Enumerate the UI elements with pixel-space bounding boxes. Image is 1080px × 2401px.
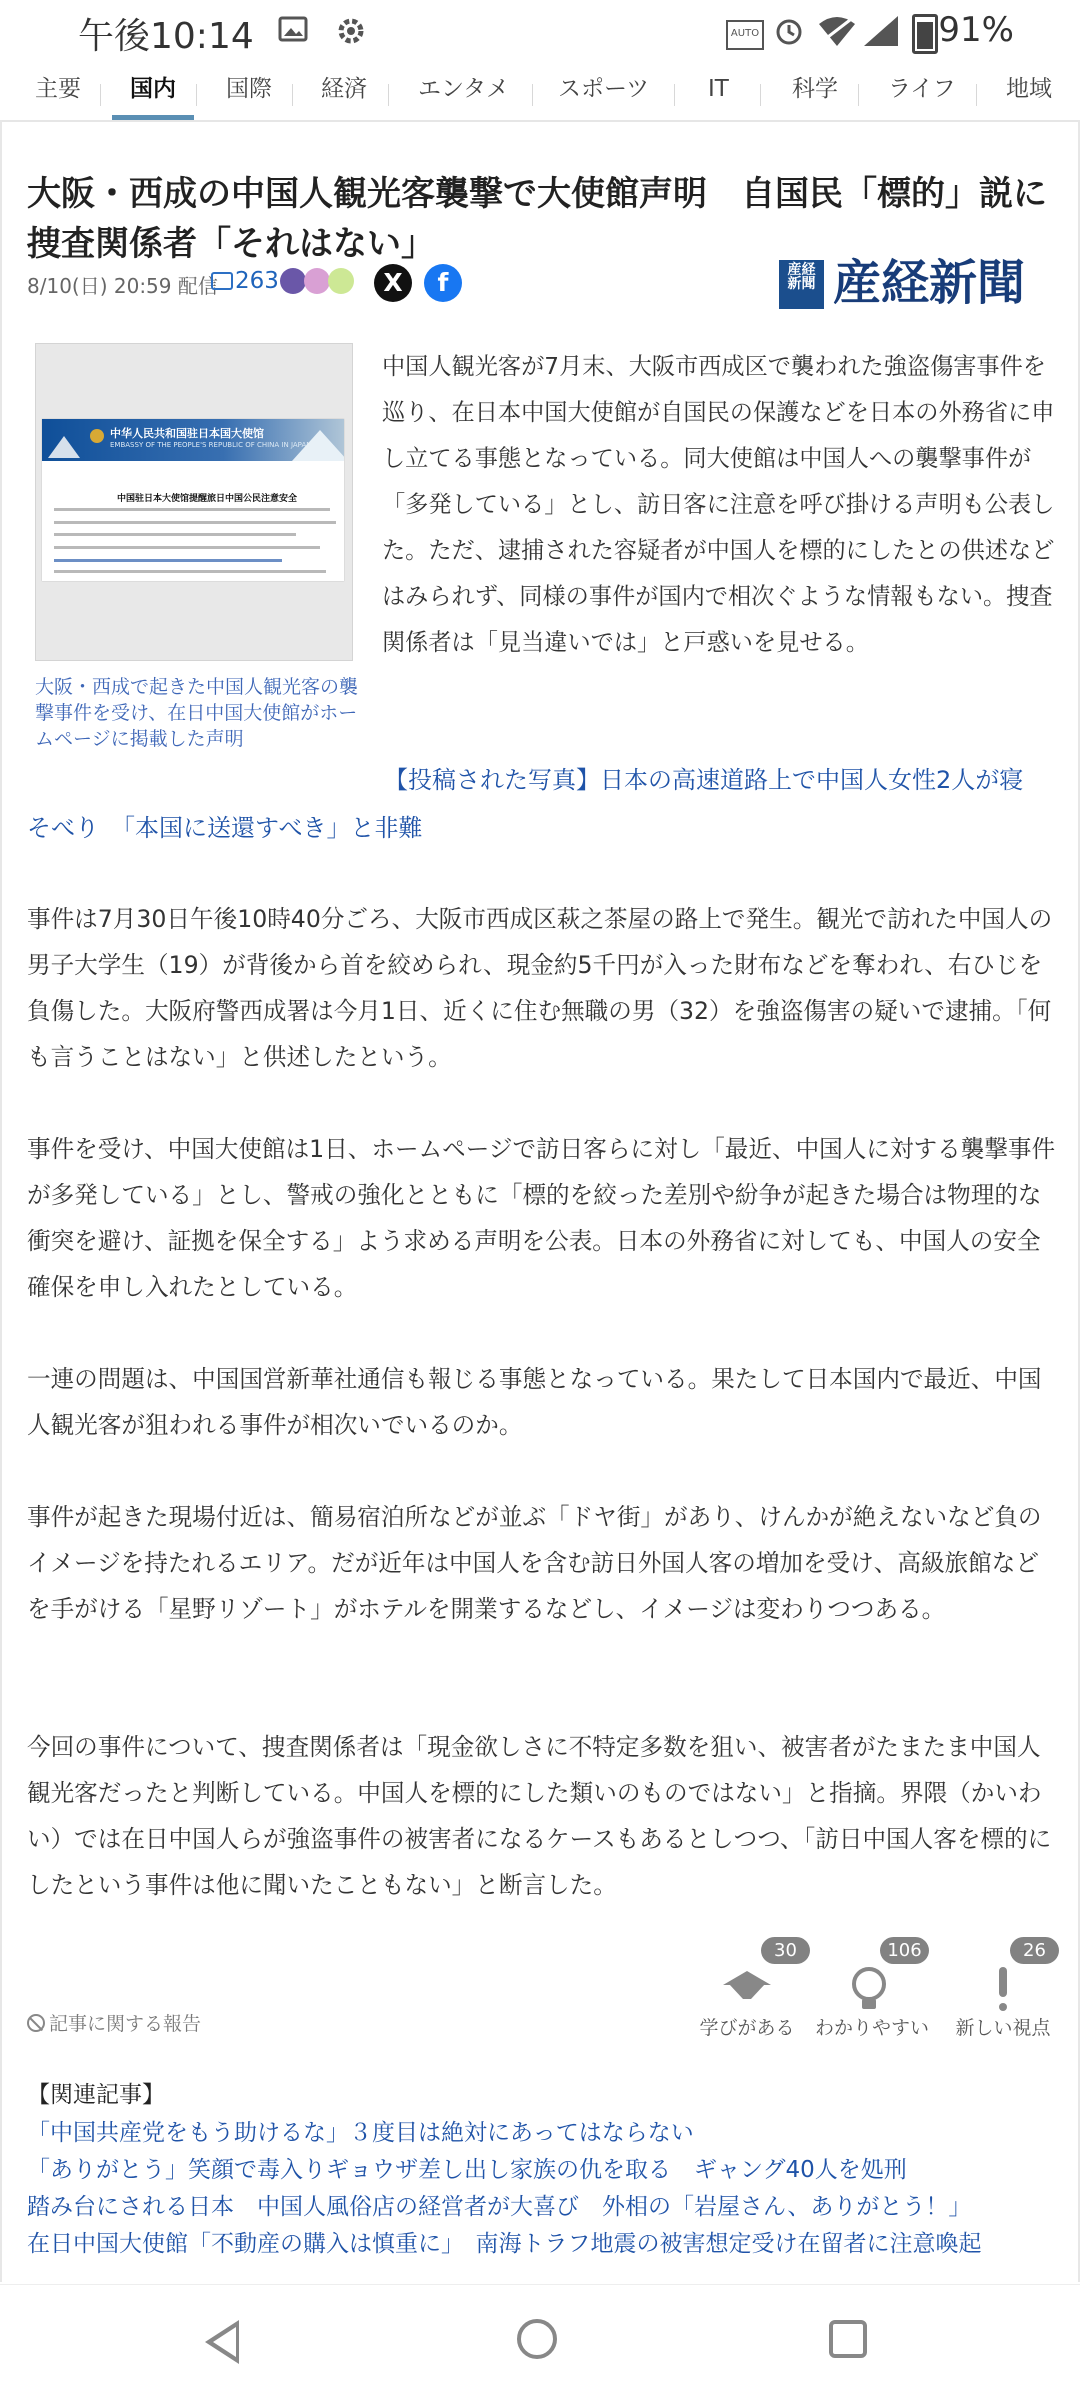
publisher-logo-icon: 産経 新聞 xyxy=(779,260,824,309)
learning-reaction-button[interactable] xyxy=(688,1937,806,2047)
tab-international[interactable]: 国際 xyxy=(226,76,272,102)
reaction-avatar-icon xyxy=(328,268,354,294)
photo-caption: 大阪・西成で起きた中国人観光客の襲撃事件を受け、在日中国大使館がホームページに掲載した声明 xyxy=(35,676,359,750)
learning-reaction-label: 学びがある xyxy=(699,2017,795,2039)
article-date: 8/10(日) 20:59 配信 xyxy=(27,274,218,298)
alarm-icon xyxy=(772,14,806,48)
embassy-banner-title: 中华人民共和国驻日本国大使馆 xyxy=(110,427,264,440)
embassy-statement-document xyxy=(42,419,344,581)
publisher-name[interactable]: 産経新聞 xyxy=(833,255,1026,311)
status-time: 午後10:14 xyxy=(78,16,254,57)
article-paragraph: 一連の問題は、中国国営新華社通信も報じる事態となっている。果たして日本国内で最近、中国人観光客が狙われる事件が相次いでいるのか。 xyxy=(27,1365,1042,1439)
exclamation-icon xyxy=(999,1967,1007,1997)
image-icon xyxy=(278,14,308,44)
back-icon[interactable] xyxy=(205,2320,239,2364)
new-perspective-reaction-button[interactable] xyxy=(944,1937,1062,2047)
home-icon[interactable] xyxy=(517,2319,557,2359)
x-share-button[interactable]: X xyxy=(374,264,412,302)
tab-region[interactable]: 地域 xyxy=(1006,76,1052,102)
page-left-border xyxy=(0,120,2,2282)
clarity-reaction-button[interactable] xyxy=(812,1937,932,2047)
article-paragraph: 今回の事件について、捜査関係者は「現金欲しさに不特定多数を狙い、被害者がたまたま中国人観光客だったと判断している。中国人を標的にした類いのものではない」と指摘。界隈（かいわい）では在日中国人らが強盗事件の被害者になるケースもあるとしつつ、「訪日中国人客を標的にしたという事件は他に聞いたこともない」と断言した。 xyxy=(27,1733,1052,1899)
wifi-icon xyxy=(818,14,856,48)
new-perspective-reaction-label: 新しい視点 xyxy=(955,2017,1051,2039)
article-paragraph: 事件は7月30日午後10時40分ごろ、大阪市西成区萩之茶屋の路上で発生。観光で訪れた中国人の男子大学生（19）が背後から首を絞められ、現金約5千円が入った財布などを奪われ、右ひじを負傷した。大阪府警西成署は今月1日、近くに住む無職の男（32）を強盗傷害の疑いで逮捕。「何も言うことはない」と供述したという。 xyxy=(27,905,1053,1071)
graduation-cap-icon xyxy=(723,1971,771,2001)
signal-icon xyxy=(862,14,900,48)
status-bar xyxy=(0,0,1080,64)
related-articles-heading: 【関連記事】 xyxy=(27,2082,165,2108)
related-article-link[interactable]: 在日中国大使館「不動産の購入は慎重に」 南海トラフ地震の被害想定受け在留者に注意喚起 xyxy=(27,2231,982,2257)
tab-it[interactable]: IT xyxy=(708,76,729,102)
article-headline: 大阪・西成の中国人観光客襲撃で大使館声明 自国民「標的」説に捜査関係者「それはない」 xyxy=(27,173,1047,264)
tab-entertainment[interactable]: エンタメ xyxy=(418,76,510,102)
facebook-share-button[interactable]: f xyxy=(424,264,462,302)
embassy-emblem-icon xyxy=(90,429,104,443)
auto-icon: AUTO xyxy=(726,20,764,50)
reaction-avatar-icon xyxy=(304,268,330,294)
related-photo-link[interactable]: 【投稿された写真】日本の高速道路上で中国人女性2人が寝そべり 「本国に送還すべき」と非難 xyxy=(27,766,1024,842)
comment-count[interactable]: 263 xyxy=(235,268,279,294)
learning-count-badge: 30 xyxy=(761,1937,810,1964)
related-article-link[interactable]: 「ありがとう」笑顔で毒入りギョウザ差し出し家族の仇を取る ギャング40人を処刑 xyxy=(27,2157,907,2183)
embassy-banner-subtitle: EMBASSY OF THE PEOPLE'S REPUBLIC OF CHINA IN JAPAN xyxy=(110,441,312,449)
embassy-banner xyxy=(42,419,344,461)
report-icon[interactable] xyxy=(27,2014,45,2032)
clarity-count-badge: 106 xyxy=(880,1937,929,1964)
related-article-link[interactable]: 「中国共産党をもう助けるな」３度目は絶対にあってはならない xyxy=(27,2120,694,2146)
category-tabs xyxy=(0,64,1080,122)
comment-icon[interactable] xyxy=(211,272,233,290)
article-paragraph: 事件が起きた現場付近は、簡易宿泊所などが並ぶ「ドヤ街」があり、けんかが絶えないなど負のイメージを持たれるエリア。だが近年は中国人を含む訪日外国人客の増加を受け、高級旅館などを手がける「星野リゾート」がホテルを開業するなどし、イメージは変わりつつある。 xyxy=(27,1503,1042,1623)
tab-life[interactable]: ライフ xyxy=(888,76,956,102)
reaction-avatar-icon xyxy=(280,268,306,294)
related-article-link[interactable]: 踏み台にされる日本 中国人風俗店の経営者が大喜び 外相の「岩屋さん、ありがとう！」 xyxy=(27,2194,972,2220)
tab-science[interactable]: 科学 xyxy=(792,76,838,102)
battery-percentage: 91% xyxy=(938,10,1014,50)
statement-title: 中国驻日本大使馆提醒旅日中国公民注意安全 xyxy=(117,494,298,504)
lightbulb-icon xyxy=(852,1967,886,2001)
clarity-reaction-label: わかりやすい xyxy=(814,2017,929,2039)
tab-domestic[interactable]: 国内 xyxy=(130,76,176,120)
recent-apps-icon[interactable] xyxy=(829,2320,867,2358)
new-perspective-count-badge: 26 xyxy=(1010,1937,1059,1964)
gear-icon xyxy=(334,14,368,48)
article-paragraph: 事件を受け、中国大使館は1日、ホームページで訪日客らに対し「最近、中国人に対する襲撃事件が多発している」とし、警戒の強化とともに「標的を絞った差別や紛争が起きた場合は物理的な衝突を避け、証拠を保全する」よう求める声明を公表。日本の外務省に対しても、中国人の安全確保を申し入れたとしている。 xyxy=(27,1135,1056,1301)
article-report-link[interactable]: 記事に関する報告 xyxy=(49,2013,202,2035)
battery-icon xyxy=(912,14,938,54)
article-lead-paragraph: 中国人観光客が7月末、大阪市西成区で襲われた強盗傷害事件を巡り、在日本中国大使館が自国民の保護などを日本の外務省に申し立てる事態となっている。同大使館は中国人への襲撃事件が「多発している」とし、訪日客に注意を呼び掛ける声明も公表した。ただ、逮捕された容疑者が中国人を標的にしたとの供述などはみられず、同様の事件が国内で相次ぐような情報もない。捜査関係者は「見当違いでは」と戸惑いを見せる。 xyxy=(382,353,1055,656)
tab-sports[interactable]: スポーツ xyxy=(558,76,650,102)
tab-main[interactable]: 主要 xyxy=(35,76,81,102)
tab-economy[interactable]: 経済 xyxy=(321,76,367,102)
article-photo[interactable] xyxy=(35,343,353,661)
system-navigation-bar xyxy=(0,2284,1080,2401)
